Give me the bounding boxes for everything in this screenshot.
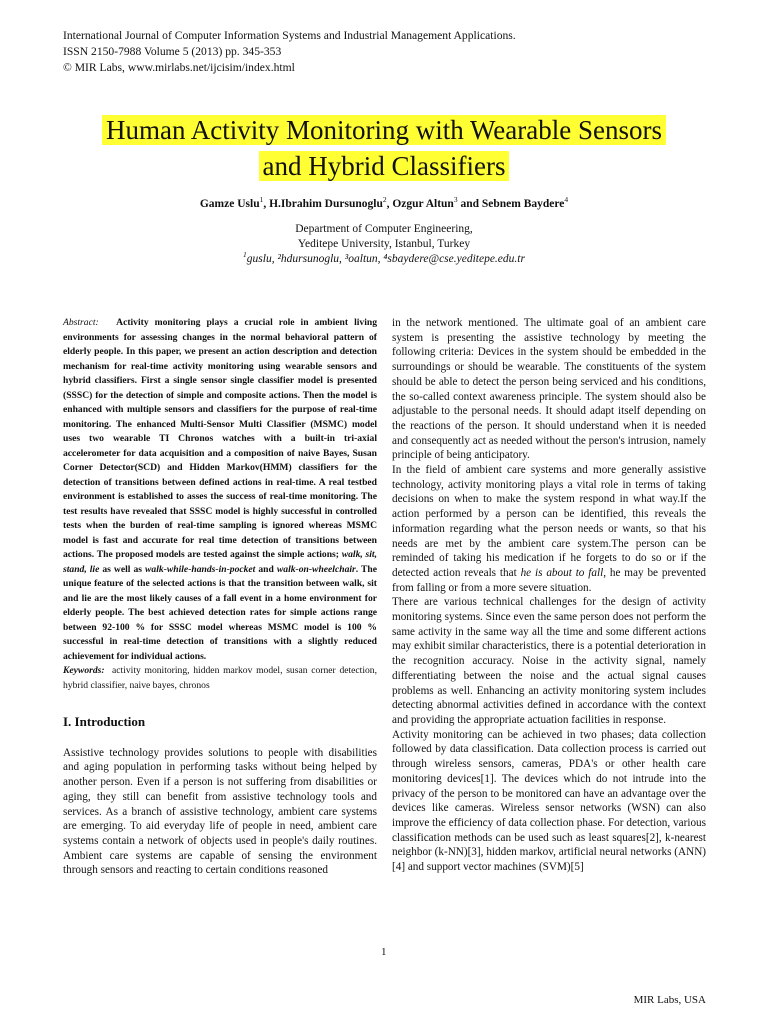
- page-footer: MIR Labs, USA: [633, 994, 706, 1006]
- paper-title-line1: Human Activity Monitoring with Wearable Sensors: [102, 115, 666, 145]
- affiliation-emails: [0, 252, 768, 267]
- author-sep-3: and: [457, 198, 482, 210]
- abstract: [63, 316, 377, 664]
- section-heading-introduction: I. Introduction: [63, 714, 146, 729]
- author-1: Gamze Uslu: [199, 198, 260, 210]
- left-column: [63, 316, 377, 878]
- author-4-mark: 4: [564, 195, 569, 205]
- abstract-italic-1: walk, sit, stand, lie: [63, 549, 377, 575]
- abstract-text-4: . The unique feature of the selected actions is that the transition between walk, sit and lie are the most likely causes of a fall event in a home environment for elderly people. The best achieved detection rates for simple actions range between 92-100 % for SSSC model whereas MSMC model is 100 % successful in real-time detection of transitions with a slightly reduced achievement for individual actions.: [63, 563, 378, 662]
- author-sep-2: ,: [386, 198, 393, 210]
- right-paragraph-2: [392, 463, 706, 595]
- page-number: 1: [381, 946, 387, 958]
- right-column: [392, 316, 706, 875]
- author-4: Sebnem Baydere: [481, 198, 565, 210]
- email-list: guslu, ²hdursunoglu, ³oaltun, ⁴sbaydere@cse.yeditepe.edu.tr: [246, 253, 525, 265]
- abstract-label: Abstract:: [63, 317, 99, 328]
- keywords: [63, 664, 377, 693]
- right-paragraph-4: Activity monitoring can be achieved in two phases; data collection followed by data classification. Data collection process is carried out through wireless sensors, cameras, PDA's or other health care monitoring devices[1]. The devices which do not intrude into the privacy of the person to be monitored can have an advantage over the devices like cameras. Wireless sensor networks (WSN) can also improve the efficiency of data collection phase. For detection, various classification methods can be used such as least squares[2], k-nearest neighbor (k-NN)[3], hidden markov, artificial neural networks (ANN)[4] and support vector machines (SVM)[5]: [392, 728, 706, 874]
- intro-paragraph-1: Assistive technology provides solutions to people with disabilities and aging population in performing tasks without being helped by another person. Even if a person is not suffering from disabilities or aging, they still can benefit from assistive technology tools and services. As a branch of assistive technology, ambient care systems are emerging. To aid everyday life of people in need, ambient care systems contain a network of objects used in people's daily routines. Ambient care systems are capable of sensing the environment through sensors and reacting to certain conditions reasoned: [63, 746, 377, 877]
- right-paragraph-3: There are various technical challenges for the design of activity monitoring systems. Since even the same person does not perform the same activity in the same way all the time and some different actions may exhibit similar characteristics, there is a potential deterioration in the recognition accuracy. Noise in the activity signal, namely differentiating between the noise and the actual signal causes problems as well. Enhancing an activity monitoring system includes detecting abnormal activities defined in accordance with the context and providing the appropriate actuation facilities in response.: [392, 596, 706, 726]
- right-paragraph-1: in the network mentioned. The ultimate goal of an ambient care system is presenting the assistive technology by meeting the following criteria: Devices in the system should be embedded in the surroundings or should be wearable. The constituents of the system should be able to detect the person being serviced and his conditions, the so-called context awareness principle. The system should also be adjustable to the personal needs. It should adapt itself depending on the reactions of the person. It should understand when it is needed and consequently act as needed without the person's intrusion, namely principle of being anticipatory.: [392, 317, 706, 462]
- abstract-italic-3: walk-on-wheelchair: [276, 563, 356, 575]
- abstract-text-2: as well as: [99, 563, 146, 575]
- affiliation: [0, 222, 768, 267]
- right-paragraph-2-text-b: , he may be prevented from falling or from a more severe situation.: [392, 566, 706, 594]
- abstract-text-3: and: [255, 563, 277, 575]
- affiliation-university: Yeditepe University, Istanbul, Turkey: [297, 238, 471, 250]
- paper-title: [0, 112, 768, 184]
- author-1-mark: 1: [259, 195, 264, 205]
- right-paragraph-2-text-a: In the field of ambient care systems and more generally assistive technology, activity monitoring plays a vital role in terms of taking decisions on when to make the system respond in what way.If the action performed by a person can be identified, this reveals the information regarding what the person needs or wants, so that his needs are met by the ambient care system.The person can be reminded of taking his medication if he forgets to do so or if the detected action reveals that: [392, 464, 706, 579]
- keywords-label: Keywords:: [63, 665, 105, 676]
- author-2-mark: 2: [382, 195, 387, 205]
- author-list: [0, 195, 768, 210]
- journal-header-line1: International Journal of Computer Information Systems and Industrial Management Applications.: [63, 29, 516, 42]
- right-paragraph-2-italic: he is about to fall: [520, 566, 604, 579]
- author-3-mark: 3: [453, 195, 458, 205]
- email-mark-1: 1: [243, 250, 247, 260]
- abstract-italic-2: walk-while-hands-in-pocket: [145, 563, 256, 575]
- affiliation-department: Department of Computer Engineering,: [295, 223, 473, 235]
- keywords-text: activity monitoring, hidden markov model, susan corner detection, hybrid classifier, naive bayes, chronos: [63, 665, 377, 691]
- abstract-text-1: Activity monitoring plays a crucial role in ambient living environments for assessing changes in the normal behavioral pattern of elderly people. In this paper, we present an action description and detection mechanism for real-time activity monitoring using wearable sensors and hybrid classifiers. First a single sensor single classifier model is presented (SSSC) for the detection of simple and composite actions. Then the model is enhanced with multiple sensors and classifiers for the purpose of real-time monitoring. The enhanced Multi-Sensor Multi Classifier (MSMC) model uses two wearable TI Chronos watches with a built-in tri-axial accelerometer for data acquisition and a composition of naive Bayes, Susan Corner Detector(SCD) and Hidden Markov(HMM) classifiers for the detection of transitions between defined actions in real-time. A real testbed environment is established to asses the success of real-time monitoring. The test results have revealed that SSSC model is highly successful in controlled tests when the burden of real-time sampling is ignored whereas MSMC model is fast and accurate for real time detection of transitions between actions. The proposed models are tested against the simple actions;: [63, 317, 377, 560]
- author-2: H.Ibrahim Dursunoglu: [269, 198, 383, 210]
- author-sep-1: ,: [263, 198, 270, 210]
- author-3: Ozgur Altun: [392, 198, 454, 210]
- journal-header-line3: © MIR Labs, www.mirlabs.net/ijcisim/index.html: [63, 61, 295, 74]
- journal-header-line2: ISSN 2150-7988 Volume 5 (2013) pp. 345-353: [63, 45, 282, 58]
- journal-header: [63, 28, 516, 76]
- paper-title-line2: and Hybrid Classifiers: [259, 151, 510, 181]
